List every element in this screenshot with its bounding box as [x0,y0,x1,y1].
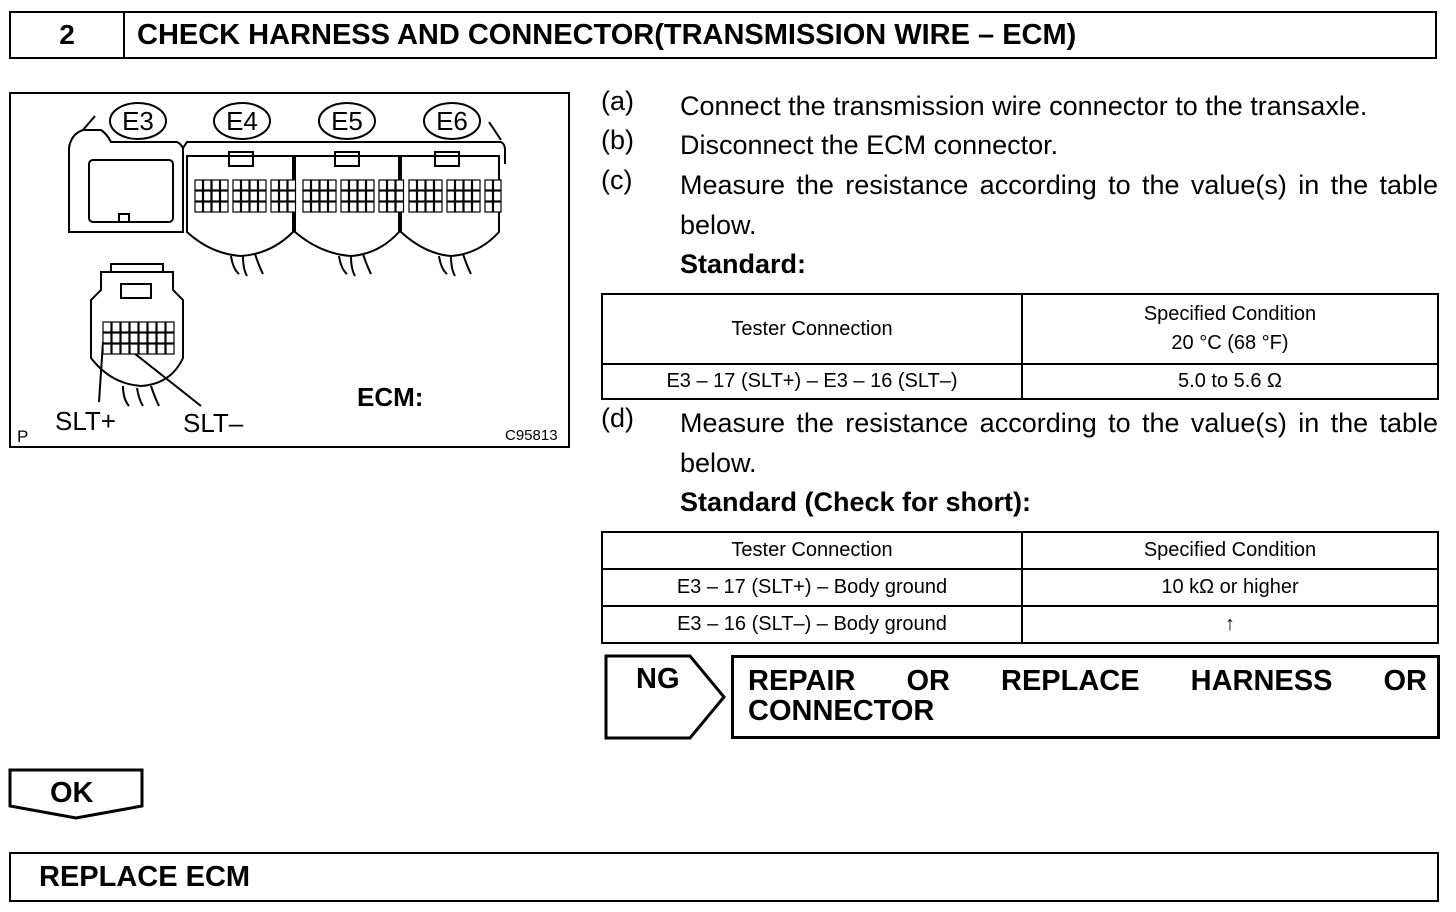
connector-pin [121,333,129,343]
connector-pin [418,191,426,201]
step-text-b: Disconnect the ECM connector. [680,130,1059,160]
connector-pin [212,202,220,212]
ng-action-box [731,655,1440,739]
connector-pin [112,344,120,354]
figure-id: C95813 [505,427,558,444]
connector-pin [195,180,203,190]
connector-pin [456,191,464,201]
connector-pin [435,191,443,201]
connector-pin [485,180,493,190]
connector-pin [250,202,258,212]
connector-pin [464,202,472,212]
connector-pin [288,202,296,212]
connector-pin [312,202,320,212]
connector-pin [367,180,375,190]
connector-pin [250,180,258,190]
connector-pin [358,202,366,212]
connector-pin [396,180,404,190]
step-title: CHECK HARNESS AND CONNECTOR(TRANSMISSION WIRE – ECM) [137,19,1077,51]
connector-pin [447,180,455,190]
step-text-d: Measure the resistance according to the value(s) in the table below. [680,408,1438,478]
connector-pin [409,191,417,201]
connector-pin [329,191,337,201]
table-row [602,569,1438,606]
connector-pin [396,191,404,201]
pin-label-slt-plus: SLT+ [55,406,116,436]
row-condition: ↑ [1022,606,1438,643]
connector-pin [280,180,288,190]
connector-pin [435,180,443,190]
header-condition-line1: Specified Condition [1143,303,1317,325]
connector-pin [409,202,417,212]
table-row [602,606,1438,643]
connector-pin [166,322,174,332]
connector-pin [112,333,120,343]
connector-pin [259,191,267,201]
connector-pin [195,191,203,201]
connector-pin [204,180,212,190]
connector-pin [367,191,375,201]
connector-pin [320,191,328,201]
connector-pin [435,202,443,212]
connector-pin [379,191,387,201]
connector-pin [473,202,481,212]
connector-pin [388,191,396,201]
connector-pin [358,191,366,201]
connector-pin [494,202,502,212]
connector-pin [494,180,502,190]
connector-diagram [9,92,570,448]
connector-pin [280,191,288,201]
ng-label: NG [636,663,680,695]
connector-pin [485,191,493,201]
step-text-c: Measure the resistance according to the value(s) in the table below. [680,170,1438,240]
connector-pin [271,180,279,190]
connector-pin [242,202,250,212]
table-header-row [602,294,1438,364]
connector-pin [418,180,426,190]
connector-pin [329,202,337,212]
step-letter-d: (d) [601,403,634,433]
spec-table-resistance [601,293,1439,400]
table-row [602,364,1438,399]
connector-pin [473,191,481,201]
connector-label-e3: E3 [122,106,154,136]
connector-pin [103,322,111,332]
connector-pin [418,202,426,212]
step-number: 2 [11,13,125,57]
step-text-a: Connect the transmission wire connector to the transaxle. [680,91,1368,121]
ecm-label: ECM: [357,382,424,412]
connector-label-e4: E4 [226,106,258,136]
corner-mark: P [17,427,29,446]
connector-pin [329,180,337,190]
connector-pin [396,202,404,212]
connector-pin [103,333,111,343]
ok-label: OK [50,777,94,809]
connector-pin [312,191,320,201]
connector-pin [288,191,296,201]
row-connection: E3 – 16 (SLT–) – Body ground [602,606,1022,643]
connector-pin [242,180,250,190]
connector-pin [350,180,358,190]
connector-pin [409,180,417,190]
standard-label-2: Standard (Check for short): [680,487,1032,517]
connector-pin [221,191,229,201]
connector-pin [148,333,156,343]
connector-pin [139,333,147,343]
connector-pin [303,180,311,190]
step-letter-b: (b) [601,125,634,155]
step-header [9,11,1437,59]
connector-pin [350,202,358,212]
connector-pin [379,202,387,212]
connector-pin [212,180,220,190]
connector-pin [221,180,229,190]
connector-pin [148,322,156,332]
connector-pin [473,180,481,190]
connector-pin [341,180,349,190]
step-letter-c: (c) [601,165,633,195]
header-condition-line2: 20 °C (68 °F) [1171,332,1289,354]
connector-pin [303,202,311,212]
connector-pin [121,344,129,354]
connector-pin [212,191,220,201]
connector-label-e5: E5 [331,106,363,136]
connector-pin [388,202,396,212]
connector-pin [195,202,203,212]
connector-pin [157,322,165,332]
connector-pin [303,191,311,201]
connector-pin [312,180,320,190]
table-header-row [602,532,1438,569]
header-tester-connection: Tester Connection [602,532,1022,569]
connector-pin [271,202,279,212]
connector-pin [259,180,267,190]
connector-pin [271,191,279,201]
connector-label-e6: E6 [436,106,468,136]
connector-pin [112,322,120,332]
connector-pin [388,180,396,190]
step-letter-a: (a) [601,86,634,116]
connector-pin [320,180,328,190]
header-specified-condition: Specified Condition [1022,532,1438,569]
connector-pin [341,191,349,201]
connector-drawing [11,94,568,446]
connector-pin [130,322,138,332]
connector-pin [103,344,111,354]
header-specified-condition [1022,294,1438,364]
connector-pin [259,202,267,212]
connector-pin [426,191,434,201]
pin-label-slt-minus: SLT– [183,408,244,438]
header-tester-connection: Tester Connection [602,294,1022,364]
connector-pin [166,333,174,343]
connector-pin [121,322,129,332]
connector-pin [341,202,349,212]
connector-pin [139,344,147,354]
connector-pin [358,180,366,190]
connector-pin [456,180,464,190]
connector-pin [130,344,138,354]
connector-pin [367,202,375,212]
connector-pin [233,191,241,201]
connector-pin [494,191,502,201]
connector-pin [221,202,229,212]
connector-pin [130,333,138,343]
final-action-text: REPLACE ECM [39,861,251,893]
standard-label-1: Standard: [680,249,807,279]
connector-pin [288,180,296,190]
connector-pin [139,322,147,332]
connector-pin [379,180,387,190]
connector-pin [166,344,174,354]
row-condition: 10 kΩ or higher [1022,569,1438,606]
final-action-box [9,852,1439,902]
connector-pin [242,191,250,201]
connector-pin [464,191,472,201]
connector-pin [426,202,434,212]
connector-pin [233,180,241,190]
row-connection: E3 – 17 (SLT+) – E3 – 16 (SLT–) [602,364,1022,399]
ng-action-text: REPAIR OR REPLACE HARNESS OR CONNECTOR [748,665,1427,727]
connector-pin [320,202,328,212]
connector-pin [456,202,464,212]
connector-pin [280,202,288,212]
connector-pin [204,202,212,212]
row-condition: 5.0 to 5.6 Ω [1022,364,1438,399]
connector-pin [204,191,212,201]
connector-pin [485,202,493,212]
connector-pin [464,180,472,190]
connector-pin [426,180,434,190]
connector-pin [447,202,455,212]
connector-pin [157,333,165,343]
row-connection: E3 – 17 (SLT+) – Body ground [602,569,1022,606]
connector-pin [233,202,241,212]
connector-pin [157,344,165,354]
connector-pin [447,191,455,201]
connector-pin [148,344,156,354]
spec-table-short [601,531,1439,644]
connector-pin [350,191,358,201]
connector-pin [250,191,258,201]
